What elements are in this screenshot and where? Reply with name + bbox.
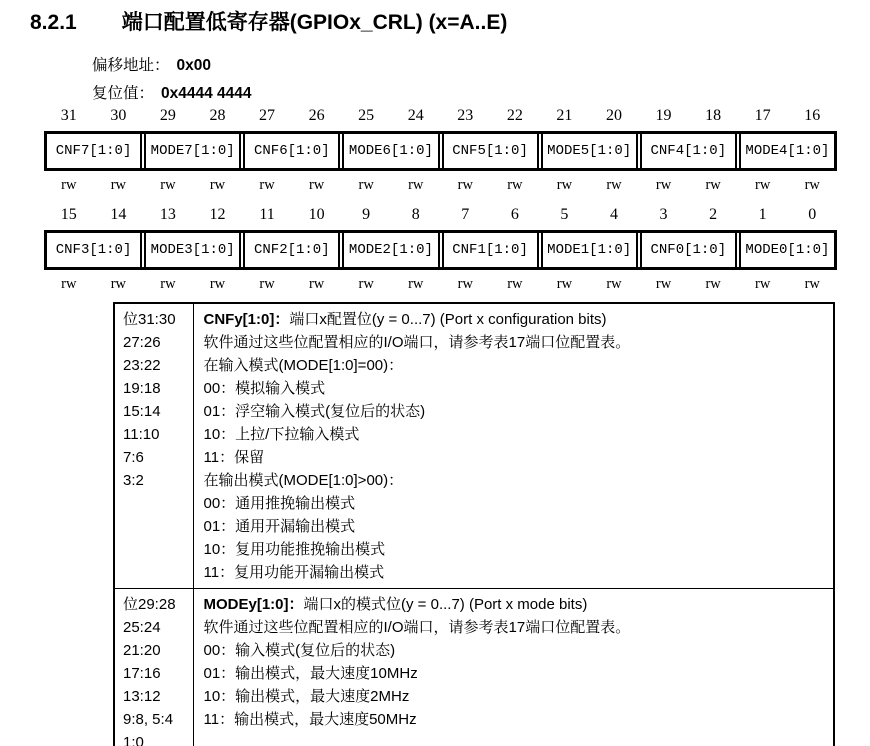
register-field-cell: MODE5[1:0] bbox=[541, 134, 638, 168]
bit-number: 9 bbox=[362, 206, 371, 223]
access-type: rw bbox=[606, 177, 622, 193]
register-field-cell: CNF6[1:0] bbox=[243, 134, 340, 168]
bit-number: 3 bbox=[659, 206, 668, 223]
access-type: rw bbox=[61, 276, 77, 292]
bit-number: 26 bbox=[308, 107, 325, 124]
register-field-cell: MODE1[1:0] bbox=[541, 233, 638, 267]
register-field-cell: CNF3[1:0] bbox=[47, 233, 142, 267]
access-type: rw bbox=[457, 177, 473, 193]
section-number: 8.2.1 bbox=[30, 11, 77, 34]
access-type: rw bbox=[755, 276, 771, 292]
bit-number: 8 bbox=[411, 206, 420, 223]
access-type: rw bbox=[804, 177, 820, 193]
field-cells-row bbox=[44, 230, 837, 270]
description-line: 10：输出模式，最大速度2MHz bbox=[203, 688, 410, 705]
description-line: 00：输入模式(复位后的状态) bbox=[203, 642, 396, 659]
bit-number: 23 bbox=[457, 107, 474, 124]
access-type: rw bbox=[457, 276, 473, 292]
bit-number: 19 bbox=[655, 107, 672, 124]
bit-number: 7 bbox=[461, 206, 470, 223]
section-heading bbox=[30, 6, 507, 36]
description-line: 10：上拉/下拉输入模式 bbox=[203, 426, 360, 443]
description-line: 在输入模式(MODE[1:0]=00)： bbox=[203, 357, 404, 374]
offset-address-line bbox=[92, 53, 211, 75]
access-type: rw bbox=[259, 177, 275, 193]
bit-number: 2 bbox=[709, 206, 718, 223]
access-type: rw bbox=[61, 177, 77, 193]
bit-number: 22 bbox=[506, 107, 523, 124]
bit-range-cell bbox=[114, 589, 193, 746]
bit-number: 30 bbox=[110, 107, 127, 124]
bit-number: 18 bbox=[705, 107, 722, 124]
register-field-cell: CNF5[1:0] bbox=[442, 134, 539, 168]
bit-range-line: 7:6 bbox=[123, 449, 144, 466]
reset-value-line bbox=[92, 81, 252, 103]
access-type: rw bbox=[655, 177, 672, 193]
bit-number: 25 bbox=[358, 107, 375, 124]
bit-range-cell bbox=[114, 303, 193, 589]
description-line: 软件通过这些位配置相应的I/O端口，请参考表17端口位配置表。 bbox=[203, 619, 631, 636]
register-bit-diagram bbox=[44, 106, 837, 295]
bit-range-line: 17:16 bbox=[123, 665, 161, 682]
register-row bbox=[44, 205, 837, 295]
bit-range-line: 19:18 bbox=[123, 380, 161, 397]
bit-number: 24 bbox=[407, 107, 424, 124]
field-name: CNFy[1:0]： bbox=[203, 311, 290, 328]
reset-value-value: 0x4444 4444 bbox=[161, 85, 252, 102]
bit-number: 1 bbox=[758, 206, 767, 223]
offset-address-label: 偏移地址： bbox=[92, 57, 170, 74]
bit-number: 6 bbox=[510, 206, 519, 223]
access-row bbox=[44, 275, 837, 295]
access-type: rw bbox=[209, 276, 226, 292]
description-line: 在输出模式(MODE[1:0]>00)： bbox=[203, 472, 404, 489]
bit-range-line: 9:8, 5:4 bbox=[123, 711, 174, 728]
bit-range-line: 位29:28 bbox=[123, 596, 176, 613]
register-row bbox=[44, 106, 837, 196]
bit-range-line: 23:22 bbox=[123, 357, 161, 374]
description-line: 01：浮空输入模式(复位后的状态) bbox=[203, 403, 426, 420]
register-field-cell: CNF7[1:0] bbox=[47, 134, 142, 168]
access-type: rw bbox=[408, 276, 424, 292]
access-type: rw bbox=[655, 276, 672, 292]
description-line: 10：复用功能推挽输出模式 bbox=[203, 541, 386, 558]
field-title: 端口x的模式位(y = 0...7) (Port x mode bits) bbox=[303, 596, 588, 613]
bit-number: 16 bbox=[804, 107, 821, 124]
description-line: 11：输出模式，最大速度50MHz bbox=[203, 711, 417, 728]
bit-range-line: 27:26 bbox=[123, 334, 161, 351]
access-type: rw bbox=[556, 177, 573, 193]
register-field-cell: CNF4[1:0] bbox=[640, 134, 737, 168]
bit-range-line: 21:20 bbox=[123, 642, 161, 659]
access-type: rw bbox=[556, 276, 573, 292]
bit-numbers-row bbox=[44, 205, 837, 227]
description-line: 11：保留 bbox=[203, 449, 265, 466]
access-type: rw bbox=[507, 276, 523, 292]
access-type: rw bbox=[308, 276, 325, 292]
bit-number: 12 bbox=[209, 206, 226, 223]
description-line: 11：复用功能开漏输出模式 bbox=[203, 564, 385, 581]
access-type: rw bbox=[160, 177, 176, 193]
access-type: rw bbox=[804, 276, 820, 292]
description-line: 软件通过这些位配置相应的I/O端口，请参考表17端口位配置表。 bbox=[203, 334, 631, 351]
description-heading bbox=[204, 308, 824, 331]
bit-numbers-row bbox=[44, 106, 837, 128]
access-type: rw bbox=[358, 276, 374, 292]
access-type: rw bbox=[705, 276, 721, 292]
field-cells-row bbox=[44, 131, 837, 171]
access-type: rw bbox=[358, 177, 374, 193]
access-type: rw bbox=[507, 177, 523, 193]
reset-value-label: 复位值： bbox=[92, 85, 155, 102]
bit-number: 14 bbox=[110, 206, 127, 223]
register-field-cell: CNF1[1:0] bbox=[442, 233, 539, 267]
access-type: rw bbox=[755, 177, 771, 193]
description-line: 00：通用推挽输出模式 bbox=[203, 495, 356, 512]
bit-number: 21 bbox=[556, 107, 573, 124]
bit-range-line: 11:10 bbox=[123, 426, 160, 443]
access-type: rw bbox=[606, 276, 622, 292]
bit-number: 28 bbox=[209, 107, 226, 124]
register-field-cell: MODE2[1:0] bbox=[342, 233, 439, 267]
register-field-cell: MODE4[1:0] bbox=[739, 134, 834, 168]
access-type: rw bbox=[209, 177, 226, 193]
register-field-cell: MODE3[1:0] bbox=[144, 233, 241, 267]
access-type: rw bbox=[110, 276, 126, 292]
description-table-body bbox=[114, 303, 834, 746]
bit-number: 29 bbox=[159, 107, 176, 124]
description-row bbox=[114, 303, 834, 589]
field-title: 端口x配置位(y = 0...7) (Port x configuration bits) bbox=[289, 311, 607, 328]
bit-number: 13 bbox=[159, 206, 176, 223]
offset-address-value: 0x00 bbox=[176, 57, 211, 74]
bit-range-line: 15:14 bbox=[123, 403, 161, 420]
bit-range-line: 1:0 bbox=[123, 734, 144, 746]
field-description-cell bbox=[193, 589, 834, 746]
bit-number: 31 bbox=[60, 107, 77, 124]
bit-number: 11 bbox=[259, 206, 275, 223]
register-field-cell: CNF2[1:0] bbox=[243, 233, 340, 267]
bit-range-line: 位31:30 bbox=[123, 311, 176, 328]
field-name: MODEy[1:0]： bbox=[203, 596, 304, 613]
bit-number: 17 bbox=[754, 107, 771, 124]
description-heading bbox=[204, 593, 824, 616]
access-type: rw bbox=[259, 276, 275, 292]
bit-range-line: 13:12 bbox=[123, 688, 161, 705]
register-field-cell: MODE7[1:0] bbox=[144, 134, 241, 168]
field-description-cell bbox=[193, 303, 834, 589]
field-description-table bbox=[113, 302, 835, 746]
bit-number: 10 bbox=[308, 206, 325, 223]
access-type: rw bbox=[160, 276, 176, 292]
bit-range-line: 3:2 bbox=[123, 472, 144, 489]
bit-range-line: 25:24 bbox=[123, 619, 161, 636]
register-field-cell: MODE6[1:0] bbox=[342, 134, 439, 168]
description-line: 00：模拟输入模式 bbox=[203, 380, 326, 397]
access-type: rw bbox=[110, 177, 126, 193]
access-type: rw bbox=[308, 177, 325, 193]
bit-number: 15 bbox=[60, 206, 77, 223]
description-line: 01：输出模式，最大速度10MHz bbox=[203, 665, 418, 682]
description-line: 01：通用开漏输出模式 bbox=[203, 518, 356, 535]
bit-number: 4 bbox=[609, 206, 618, 223]
bit-number: 27 bbox=[259, 107, 276, 124]
bit-number: 0 bbox=[808, 206, 817, 223]
bit-number: 20 bbox=[605, 107, 622, 124]
register-field-cell: CNF0[1:0] bbox=[640, 233, 737, 267]
description-row bbox=[114, 589, 834, 746]
page-title: 端口配置低寄存器(GPIOx_CRL) (x=A..E) bbox=[121, 11, 508, 34]
bit-number: 5 bbox=[560, 206, 569, 223]
access-row bbox=[44, 176, 837, 196]
access-type: rw bbox=[408, 177, 424, 193]
register-field-cell: MODE0[1:0] bbox=[739, 233, 834, 267]
access-type: rw bbox=[705, 177, 721, 193]
